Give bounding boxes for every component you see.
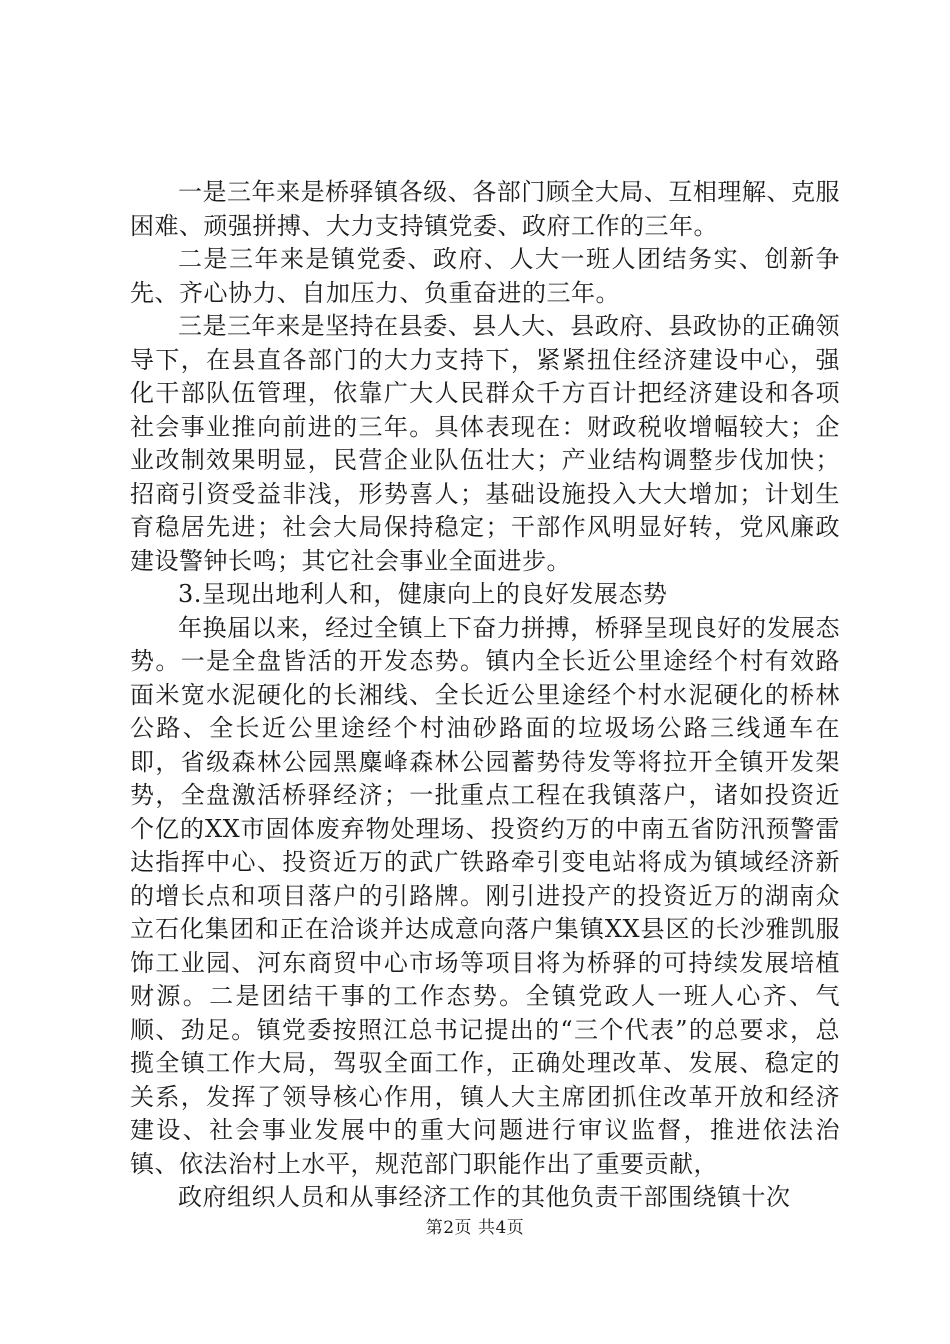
section-paragraph-2: 政府组织人员和从事经济工作的其他负责干部围绕镇十次 (178, 1183, 791, 1211)
paragraph-2: 二是三年来是镇党委、政府、人大一班人团结务实、创新争先、齐心协力、自加压力、负重奋进的三年。 (130, 245, 840, 307)
document-body (130, 176, 840, 1215)
section-heading: 3.呈现出地利人和，健康向上的良好发展态势 (178, 580, 668, 608)
section-paragraph-1: 年换届以来，经过全镇上下奋力拼搏，桥驿呈现良好的发展态势。一是全盘皆活的开发态势。镇内全长近公里途经个村有效路面米宽水泥硬化的长湘线、全长近公里途经个村水泥硬化的桥林公路、全长近公里途经个村油砂路面的垃圾场公路三线通车在即，省级森林公园黑麋峰森林公园蓄势待发等将拉开全镇开发架势，全盘激活桥驿经济；一批重点工程在我镇落户，诸如投资近个亿的XX市固体废弃物处理场、投资约万的中南五省防汛预警雷达指挥中心、投资近万的武广铁路牵引变电站将成为镇域经济新的增长点和项目落户的引路牌。刚引进投产的投资近万的湖南众立石化集团和正在洽谈并达成意向落户集镇XX县区的长沙雅凯服饰工业园、河东商贸中心市场等项目将为桥驿的可持续发展培植财源。二是团结干事的工作态势。全镇党政人一班人心齐、气顺、劲足。镇党委按照江总书记提出的“三个代表”的总要求，总揽全镇工作大局，驾驭全面工作，正确处理改革、发展、稳定的关系，发挥了领导核心作用，镇人大主席团抓住改革开放和经济建设、社会事业发展中的重大问题进行审议监督，推进依法治镇、依法治村上水平，规范部门职能作出了重要贡献， (130, 613, 840, 1178)
paragraph-3: 三是三年来是坚持在县委、县人大、县政府、县政协的正确领导下，在县直各部门的大力支持下，紧紧扭住经济建设中心，强化干部队伍管理，依靠广大人民群众千方百计把经济建设和各项社会事业推向前进的三年。具体表现在：财政税收增幅较大；企业改制效果明显，民营企业队伍壮大；产业结构调整步伐加快；招商引资受益非浅，形势喜人；基础设施投入大大增加；计划生育稳居先进；社会大局保持稳定；干部作风明显好转，党风廉政建设警钟长鸣；其它社会事业全面进步。 (130, 312, 840, 575)
paragraph-1: 一是三年来是桥驿镇各级、各部门顾全大局、互相理解、克服困难、顽强拼搏、大力支持镇党委、政府工作的三年。 (130, 178, 840, 240)
page-number-footer: 第2页 共4页 (425, 1218, 525, 1238)
